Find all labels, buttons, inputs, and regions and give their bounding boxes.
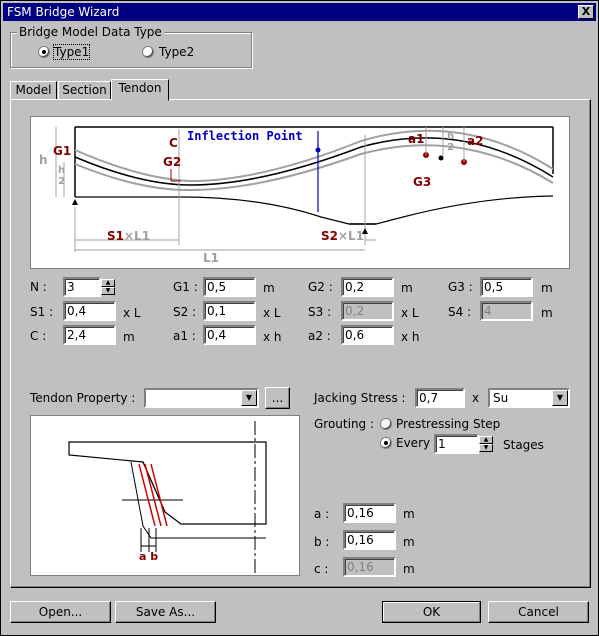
g2-label: G2 : — [308, 280, 333, 294]
jacking-stress-label: Jacking Stress : — [314, 391, 406, 405]
tendon-property-select[interactable] — [144, 388, 259, 408]
b-field[interactable]: 0,16 — [343, 530, 396, 550]
g3-label: G3 : — [448, 280, 473, 294]
g1-label: G1 : — [173, 280, 198, 294]
window-title: FSM Bridge Wizard — [7, 5, 120, 19]
n-label: N : — [30, 280, 47, 294]
save-as-button[interactable]: Save As... — [115, 601, 216, 623]
open-button[interactable]: Open... — [10, 601, 111, 623]
a1-unit: x h — [263, 330, 282, 344]
g2-diagram-label: G2 — [163, 155, 182, 169]
section-ab-label: a b — [139, 550, 159, 563]
grouting-label: Grouting : — [314, 417, 375, 431]
g1-unit: m — [263, 281, 275, 295]
close-button[interactable]: X — [578, 5, 594, 19]
a-unit: m — [403, 507, 415, 521]
tab-model[interactable]: Model — [10, 81, 57, 100]
c-section-unit: m — [403, 562, 415, 576]
g2-field[interactable]: 0,2 — [341, 277, 394, 297]
half-h-diagram-label: h 2 — [58, 165, 66, 187]
c-section-field: 0,16 — [343, 557, 396, 577]
tendon-property-browse-button[interactable]: ... — [265, 387, 290, 409]
jacking-stress-field[interactable]: 0,7 — [415, 388, 465, 408]
s3-unit: x L — [401, 306, 419, 320]
bridge-model-type-label: Bridge Model Data Type — [19, 25, 162, 39]
a1-field[interactable]: 0,4 — [203, 325, 256, 345]
c-field[interactable]: 2,4 — [63, 325, 116, 345]
a1-label: a1 : — [173, 329, 196, 343]
s2-field[interactable]: 0,1 — [203, 301, 256, 321]
a2-field[interactable]: 0,6 — [341, 325, 394, 345]
grouting-every-spinner[interactable]: ▲ ▼ — [479, 436, 493, 452]
a1-diagram-label: a1 — [408, 132, 425, 146]
s2-unit: x L — [263, 306, 281, 320]
g1-field[interactable]: 0,5 — [203, 277, 256, 297]
type2-radio[interactable] — [142, 46, 154, 58]
inflection-point-label: Inflection Point — [187, 129, 303, 143]
g3-diagram-label: G3 — [413, 175, 432, 189]
half-h-right-diagram-label: h 2 — [447, 131, 455, 153]
c-section-label: c : — [314, 562, 329, 576]
jacking-unit-dropdown-icon[interactable]: ▼ — [552, 390, 568, 406]
a-label: a : — [314, 507, 330, 521]
tendon-profile-diagram — [30, 116, 570, 269]
grouting-every-field[interactable]: 1 — [434, 434, 479, 454]
tab-section[interactable]: Section — [58, 81, 111, 100]
a2-diagram-label: a2 — [467, 134, 484, 148]
grouting-prestressing-radio[interactable] — [380, 418, 392, 430]
section-diagram — [30, 415, 300, 576]
tab-tendon[interactable]: Tendon — [111, 79, 169, 101]
s2-diagram-label: S2×L1 — [321, 229, 365, 243]
tendon-property-dropdown-icon[interactable]: ▼ — [241, 390, 257, 406]
grouting-every-label[interactable]: Every — [396, 436, 431, 450]
l1-diagram-label: L1 — [203, 251, 219, 265]
a2-label: a2 : — [308, 329, 331, 343]
type1-radio[interactable] — [38, 46, 50, 58]
grouting-prestressing-label[interactable]: Prestressing Step — [396, 417, 501, 431]
c-label: C : — [30, 329, 47, 343]
b-label: b : — [314, 535, 330, 549]
grouting-stages-label: Stages — [503, 438, 544, 452]
s1-label: S1 : — [30, 305, 54, 319]
s4-label: S4 : — [448, 305, 472, 319]
s3-field: 0,2 — [341, 301, 394, 321]
a2-unit: x h — [401, 330, 420, 344]
type1-label[interactable]: Type1 — [54, 45, 90, 59]
tendon-property-label: Tendon Property : — [30, 391, 136, 405]
bridge-model-type-group — [10, 25, 252, 68]
s2-label: S2 : — [173, 305, 197, 319]
a-field[interactable]: 0,16 — [343, 503, 396, 523]
b-unit: m — [403, 535, 415, 549]
g1-diagram-label: G1 — [53, 144, 72, 158]
c-diagram-label: C — [169, 136, 178, 150]
jacking-unit-select[interactable]: Su ▼ — [488, 388, 570, 408]
title-bar — [3, 3, 596, 21]
type2-label[interactable]: Type2 — [159, 45, 195, 59]
n-spinner[interactable]: ▲ ▼ — [101, 279, 115, 295]
grouting-every-radio[interactable] — [380, 437, 392, 449]
n-field[interactable]: 3 — [63, 277, 101, 297]
s1-field[interactable]: 0,4 — [63, 301, 116, 321]
s1-diagram-label: S1×L1 — [107, 229, 151, 243]
ok-button[interactable]: OK — [382, 601, 481, 623]
c-unit: m — [123, 330, 135, 344]
s4-unit: m — [541, 306, 553, 320]
h-diagram-label: h — [39, 153, 48, 167]
g3-unit: m — [541, 281, 553, 295]
cancel-button[interactable]: Cancel — [488, 601, 589, 623]
jacking-x-label: x — [472, 391, 480, 405]
s4-field: 4 — [480, 301, 533, 321]
s3-label: S3 : — [308, 305, 332, 319]
g2-unit: m — [401, 281, 413, 295]
g3-field[interactable]: 0,5 — [480, 277, 533, 297]
s1-unit: x L — [123, 306, 141, 320]
